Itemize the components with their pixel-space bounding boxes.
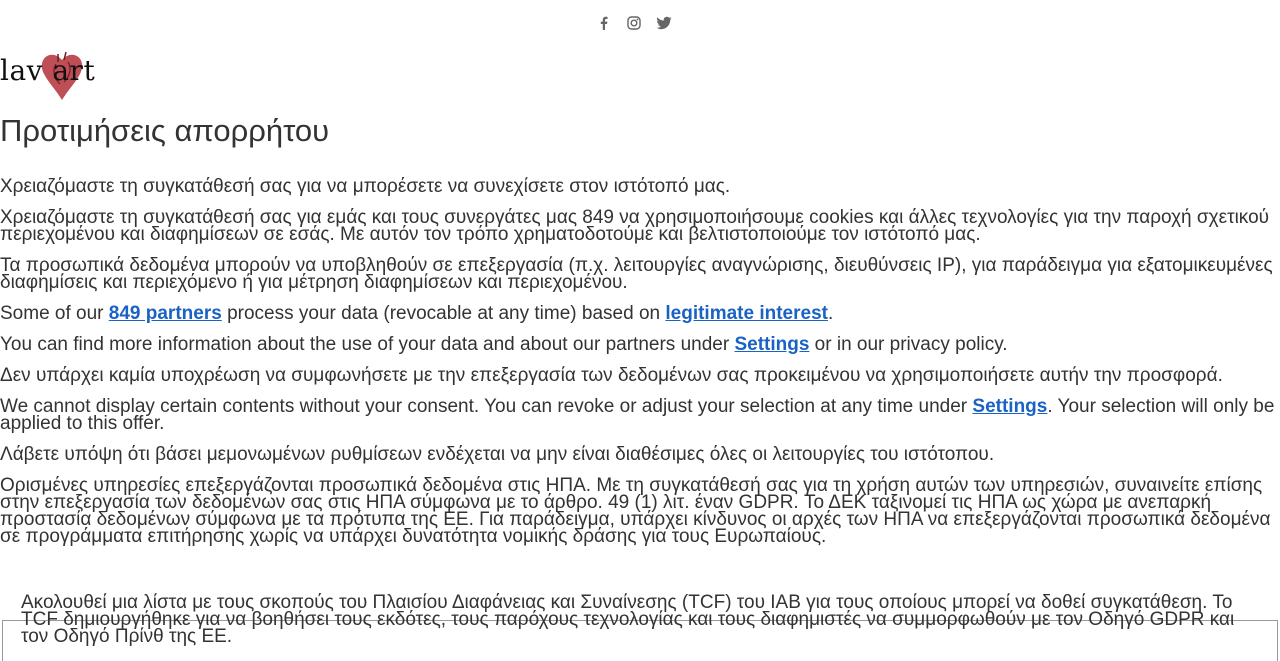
legitimate-interest-link[interactable]: legitimate interest	[665, 303, 828, 324]
consent-paragraph: Τα προσωπικά δεδομένα μπορούν να υποβληθούν σε επεξεργασία (π.χ. λειτουργίες αναγνώρισης, διευθύνσεις IP), για παράδειγμα για εξατομικευμένες διαφημίσεις και περιεχόμενο ή για μέτρηση διαφημίσεων και περιεχομένου.	[0, 255, 1273, 293]
facebook-icon[interactable]	[596, 14, 612, 32]
logo-text: lav art	[0, 54, 96, 87]
instagram-icon[interactable]	[626, 14, 642, 32]
revoke-paragraph	[0, 398, 1278, 432]
settings-paragraph	[0, 336, 1278, 353]
settings-link[interactable]: Settings	[734, 334, 810, 355]
text-segment: process your data (revocable at any time) based on	[221, 303, 666, 324]
consent-paragraph: Λάβετε υπόψη ότι βάσει μεμονωμένων ρυθμίσεων ενδέχεται να μην είναι διαθέσιμες όλες οι λειτουργίες του ιστότοπου.	[0, 444, 995, 465]
text-segment: We cannot display certain contents without your consent. You can revoke or adjust your selection at any time under	[0, 396, 973, 417]
consent-paragraph: Χρειαζόμαστε τη συγκατάθεσή σας για να μπορέσετε να συνεχίσετε στον ιστότοπό μας.	[0, 176, 731, 197]
text-segment: or in our privacy policy.	[809, 334, 1008, 355]
page-title: Προτιμήσεις απορρήτου	[0, 113, 330, 148]
settings-link-2[interactable]: Settings	[972, 396, 1048, 417]
partners-link[interactable]: 849 partners	[108, 303, 222, 324]
us-transfer-paragraph: Ορισμένες υπηρεσίες επεξεργάζονται προσωπικά δεδομένα στις ΗΠΑ. Με τη συγκατάθεσή σας για τη χρήση αυτών των υπηρεσιών, συναινείτε επίσης στην επεξεργασία των δεδομένων σας στις ΗΠΑ σύμφωνα με το άρθρο. 49 (1) λιτ. έναν GDPR. Το ΔΕΚ ταξινομεί τις ΗΠΑ ως χώρα με ανεπαρκή προστασία δεδομένων σύμφωνα με τα πρότυπα της ΕΕ. Για παράδειγμα, υπάρχει κίνδυνος οι αρχές των ΗΠΑ να επεξεργάζονται προσωπικά δεδομένα σε προγράμματα επιτήρησης χωρίς να υπάρχει δυνατότητα νομικής δράσης για τους Ευρωπαίους.	[0, 475, 1271, 547]
text-segment: .	[827, 303, 834, 324]
consent-content	[0, 178, 1278, 559]
text-segment: Some of our	[0, 303, 109, 324]
consent-paragraph: Χρειαζόμαστε τη συγκατάθεσή σας για εμάς και τους συνεργάτες μας 849 να χρησιμοποιήσουμε cookies και άλλες τεχνολογίες για την παροχή σχετικού περιεχομένου και διαφημίσεων σε εσάς. Με αυτόν τον τρόπο χρηματοδοτούμε και βελτιστοποιούμε τον ιστότοπό μας.	[0, 207, 1270, 245]
purposes-intro: Ακολουθεί μια λίστα με τους σκοπούς του Πλαισίου Διαφάνειας και Συναίνεσης (TCF) του IAB για τους οποίους μπορεί να δοθεί συγκατάθεση. Το TCF δημιουργήθηκε για να βοηθήσει τους εκδότες, τους παρόχους τεχνολογίας και τους διαφημιστές να συμμορφωθούν με τον Οδηγό GDPR και τον Οδηγό Πρίνθ της ΕΕ.	[21, 592, 1235, 647]
text-segment: . Your selection will only be applied to this offer.	[0, 396, 1275, 434]
consent-paragraph: Δεν υπάρχει καμία υποχρέωση να συμφωνήσετε με την επεξεργασία των δεδομένων σας προκειμένου να χρησιμοποιήσετε αυτήν την προσφορά.	[0, 365, 1223, 386]
twitter-icon[interactable]	[656, 14, 672, 32]
partners-paragraph	[0, 305, 1278, 322]
text-segment: You can find more information about the use of your data and about our partners under	[0, 334, 735, 355]
social-links	[596, 14, 672, 32]
